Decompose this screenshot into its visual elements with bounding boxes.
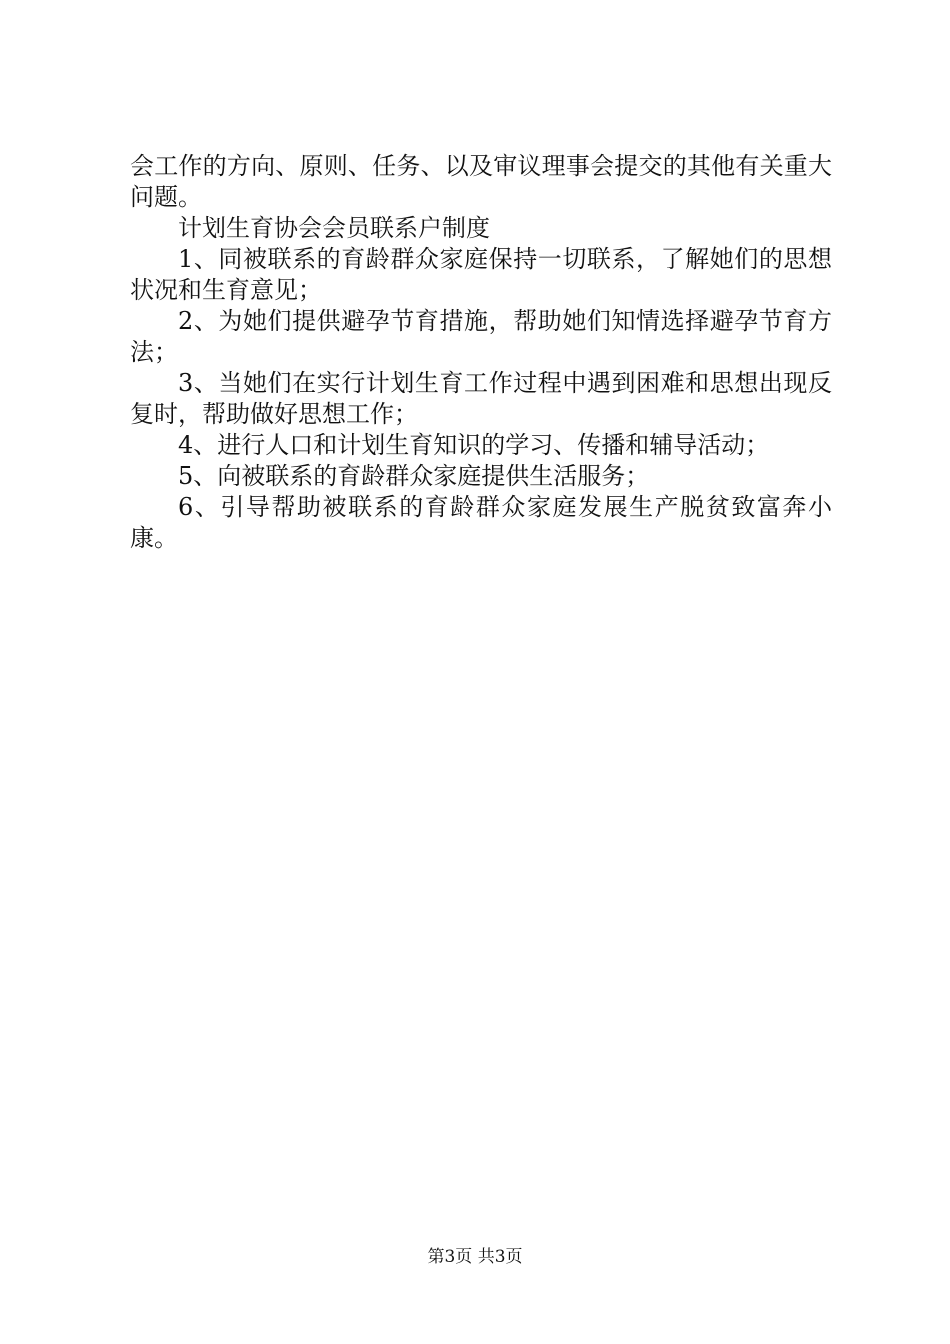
- page-footer: [0, 1242, 950, 1267]
- list-item: 1、同被联系的育龄群众家庭保持一切联系，了解她们的思想状况和生育意见；: [130, 245, 832, 304]
- list-item: 2、为她们提供避孕节育措施，帮助她们知情选择避孕节育方法；: [130, 307, 832, 366]
- list-item: 6、引导帮助被联系的育龄群众家庭发展生产脱贫致富奔小康。: [130, 493, 832, 552]
- list-item: 4、进行人口和计划生育知识的学习、传播和辅导活动；: [178, 431, 770, 459]
- page-number: 第3页 共3页: [427, 1247, 523, 1267]
- section-heading: 计划生育协会会员联系户制度: [178, 214, 490, 242]
- list-item: 3、当她们在实行计划生育工作过程中遇到困难和思想出现反复时，帮助做好思想工作；: [130, 369, 832, 428]
- document-body: [130, 151, 832, 554]
- list-item: 5、向被联系的育龄群众家庭提供生活服务；: [178, 462, 650, 490]
- paragraph-continuation: 会工作的方向、原则、任务、以及审议理事会提交的其他有关重大问题。: [130, 152, 832, 211]
